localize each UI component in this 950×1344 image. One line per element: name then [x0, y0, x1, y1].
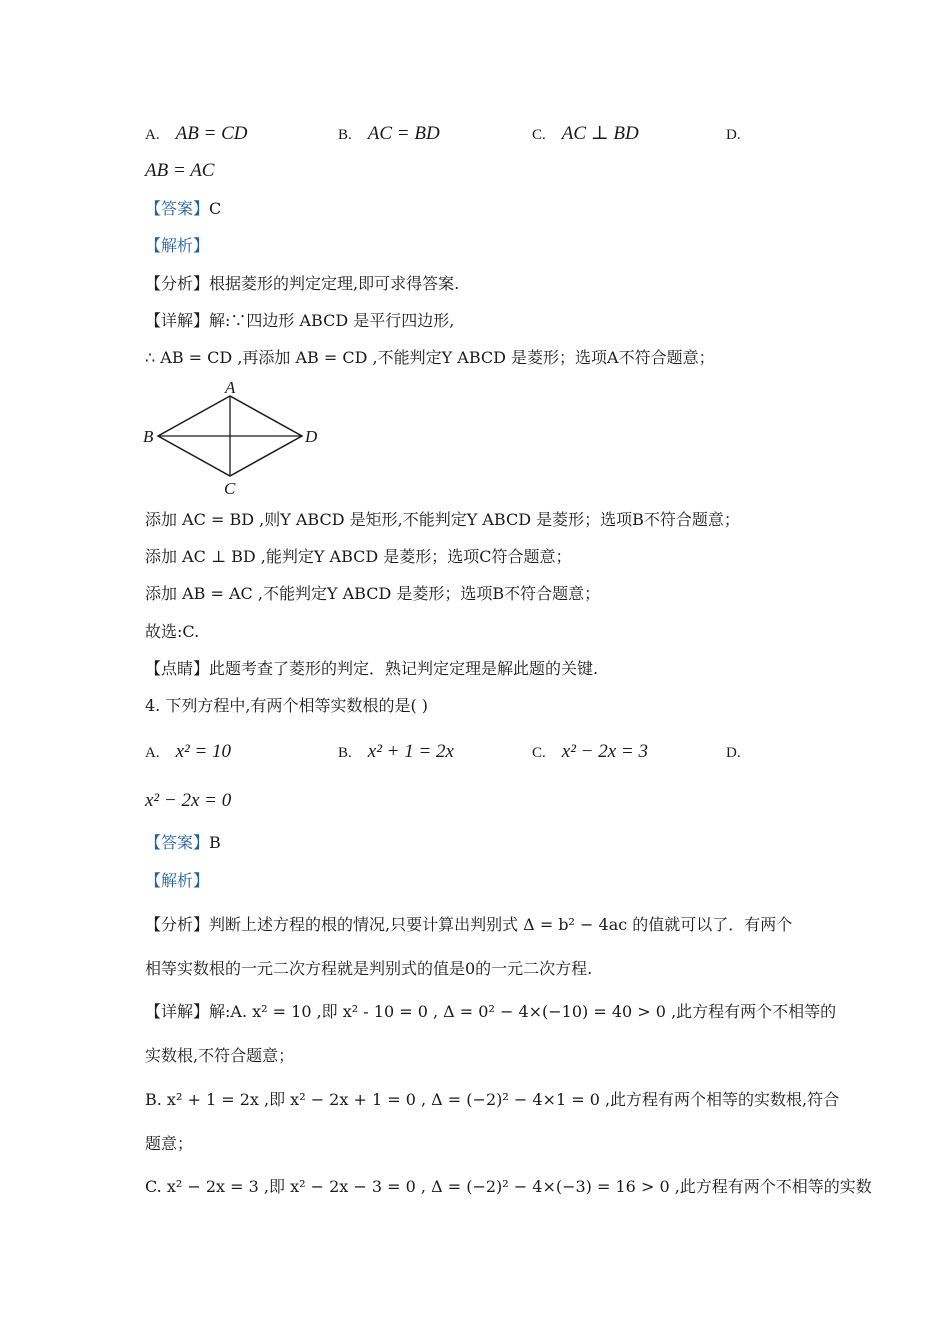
q3-option-a: A. AB = CD: [145, 123, 248, 144]
vertex-d-label: D: [305, 427, 318, 446]
vertex-b-label: B: [143, 427, 154, 446]
q4-stem: 4. 下列方程中,有两个相等实数根的是( ): [145, 696, 429, 715]
q4-detail-a2: 实数根,不符合题意；: [145, 1046, 295, 1065]
q3-option-d-math: AB = AC: [145, 160, 215, 181]
q3-detail-3: 添加 AC = BD ,则Y ABCD 是矩形,不能判定Y ABCD 是菱形；选项B不符合题意；: [145, 510, 740, 529]
q4-analysis-1: 【分析】判断上述方程的根的情况,只要计算出判别式 Δ = b² − 4ac 的值就可以了．有两个: [145, 915, 793, 934]
vertex-c-label: C: [224, 479, 236, 498]
q3-option-b: B. AC = BD: [338, 123, 440, 144]
q4-detail-b2: 题意；: [145, 1134, 194, 1153]
q4-detail-c1: C. x² − 2x = 3 ,即 x² − 2x − 3 = 0 , Δ = (−2)² − 4×(−3) = 16 > 0 ,此方程有两个不相等的实数: [145, 1177, 872, 1196]
q3-analysis: 【分析】根据菱形的判定定理,即可求得答案.: [145, 274, 460, 293]
q4-option-d-label: D.: [726, 745, 741, 761]
q3-analysis-tag: 【解析】: [145, 236, 210, 255]
q4-analysis-2: 相等实数根的一元二次方程就是判别式的值是0的一元二次方程.: [145, 959, 593, 978]
q3-detail-5: 添加 AB = AC ,不能判定Y ABCD 是菱形；选项B不符合题意；: [145, 584, 601, 603]
q4-option-c: C. x² − 2x = 3: [532, 741, 648, 762]
q3-detail-1: 【详解】解:∵四边形 ABCD 是平行四边形,: [145, 311, 455, 330]
q4-option-b: B. x² + 1 = 2x: [338, 741, 454, 762]
q3-answer: 【答案】C: [145, 199, 222, 218]
rhombus-diagram: [140, 378, 330, 498]
q3-option-d-label: D.: [726, 127, 741, 143]
q4-option-a: A. x² = 10: [145, 741, 232, 762]
q3-conclusion: 故选:C.: [145, 622, 200, 641]
q4-option-d-math: x² − 2x = 0: [145, 790, 232, 811]
q3-comment: 【点睛】此题考查了菱形的判定．熟记判定定理是解此题的关键.: [145, 659, 599, 678]
q3-detail-2: ∴ AB = CD ,再添加 AB = CD ,不能判定Y ABCD 是菱形；选项A不符合题意；: [145, 348, 715, 367]
q4-detail-a1: 【详解】解:A. x² = 10 ,即 x² - 10 = 0 , Δ = 0² − 4×(−10) = 40 > 0 ,此方程有两个不相等的: [145, 1002, 837, 1021]
vertex-a-label: A: [225, 378, 236, 397]
q4-analysis-tag: 【解析】: [145, 871, 210, 890]
q4-answer: 【答案】B: [145, 833, 221, 852]
q4-detail-b1: B. x² + 1 = 2x ,即 x² − 2x + 1 = 0 , Δ = (−2)² − 4×1 = 0 ,此方程有两个相等的实数根,符合: [145, 1090, 840, 1109]
q3-detail-4: 添加 AC ⊥ BD ,能判定Y ABCD 是菱形；选项C符合题意；: [145, 547, 572, 566]
q3-option-c: C. AC ⊥ BD: [532, 123, 639, 144]
